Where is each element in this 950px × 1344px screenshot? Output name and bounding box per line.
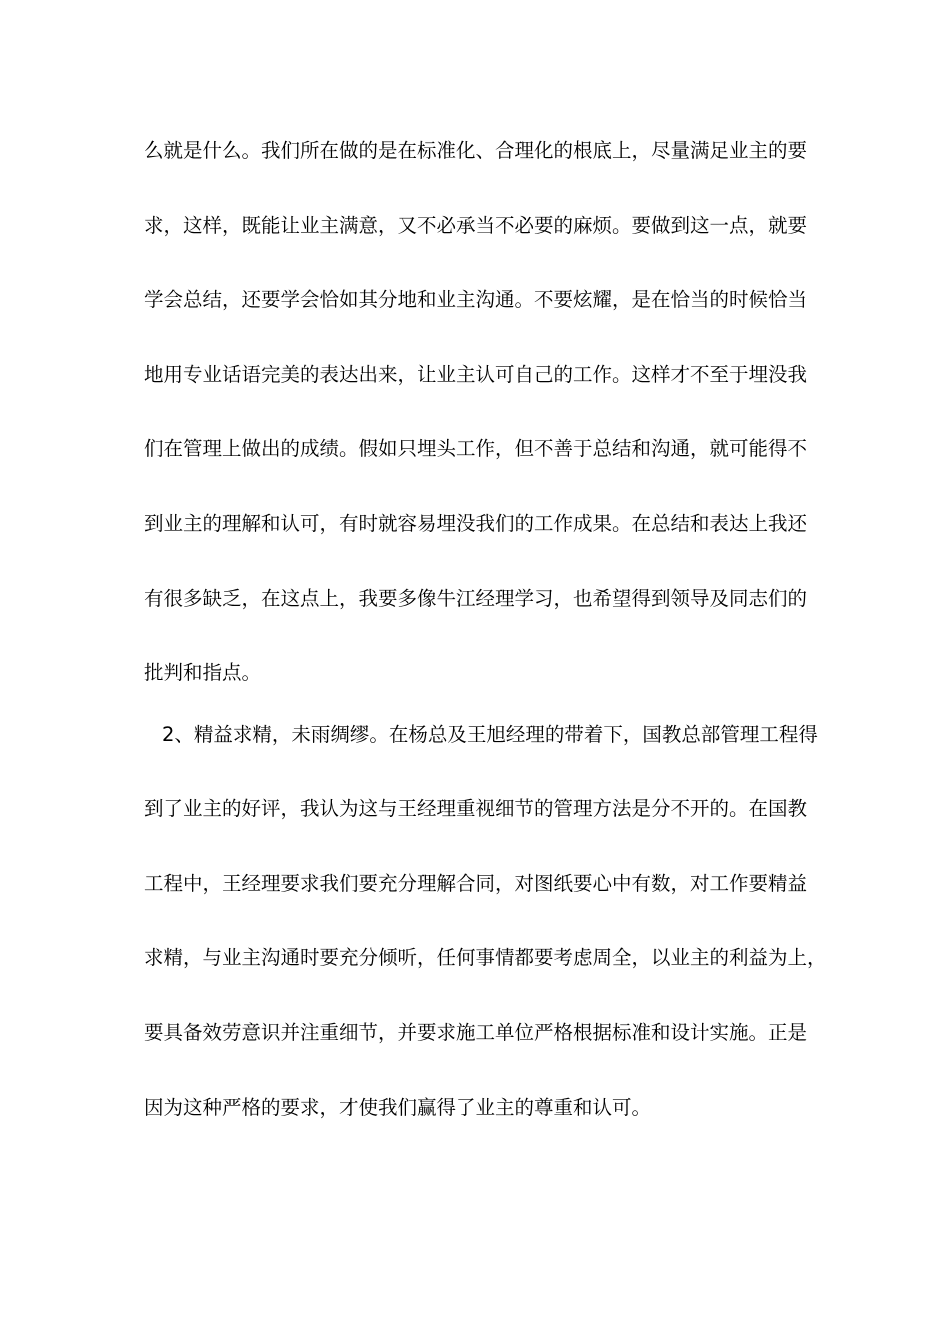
text-line: 们在管理上做出的成绩。假如只埋头工作，但不善于总结和沟通，就可能得不 [144, 437, 808, 460]
text-line: 求，这样，既能让业主满意，又不必承当不必要的麻烦。要做到这一点，就要 [144, 214, 808, 237]
text-line: 地用专业话语完美的表达出来，让业主认可自己的工作。这样才不至于埋没我 [144, 363, 808, 386]
text-line: 要具备效劳意识并注重细节，并要求施工单位严格根据标准和设计实施。正是 [144, 1021, 808, 1044]
text-line: 工程中，王经理要求我们要充分理解合同，对图纸要心中有数，对工作要精益 [144, 872, 808, 895]
text-line: 批判和指点。 [144, 661, 262, 684]
text-line: 有很多缺乏，在这点上，我要多像牛江经理学习，也希望得到领导及同志们的 [144, 587, 808, 610]
text-line: 学会总结，还要学会恰如其分地和业主沟通。不要炫耀，是在恰当的时候恰当 [144, 288, 808, 311]
text-line: 2、精益求精，未雨绸缪。在杨总及王旭经理的带着下，国教总部管理工程得 [162, 723, 818, 746]
text-line: 到业主的理解和认可，有时就容易埋没我们的工作成果。在总结和表达上我还 [144, 512, 808, 535]
text-line: 么就是什么。我们所在做的是在标准化、合理化的根底上，尽量满足业主的要 [144, 139, 808, 162]
text-line: 因为这种严格的要求，才使我们赢得了业主的尊重和认可。 [144, 1096, 652, 1119]
text-line: 到了业主的好评，我认为这与王经理重视细节的管理方法是分不开的。在国教 [144, 797, 808, 820]
text-line: 求精，与业主沟通时要充分倾听，任何事情都要考虑周全，以业主的利益为上， [144, 946, 827, 969]
